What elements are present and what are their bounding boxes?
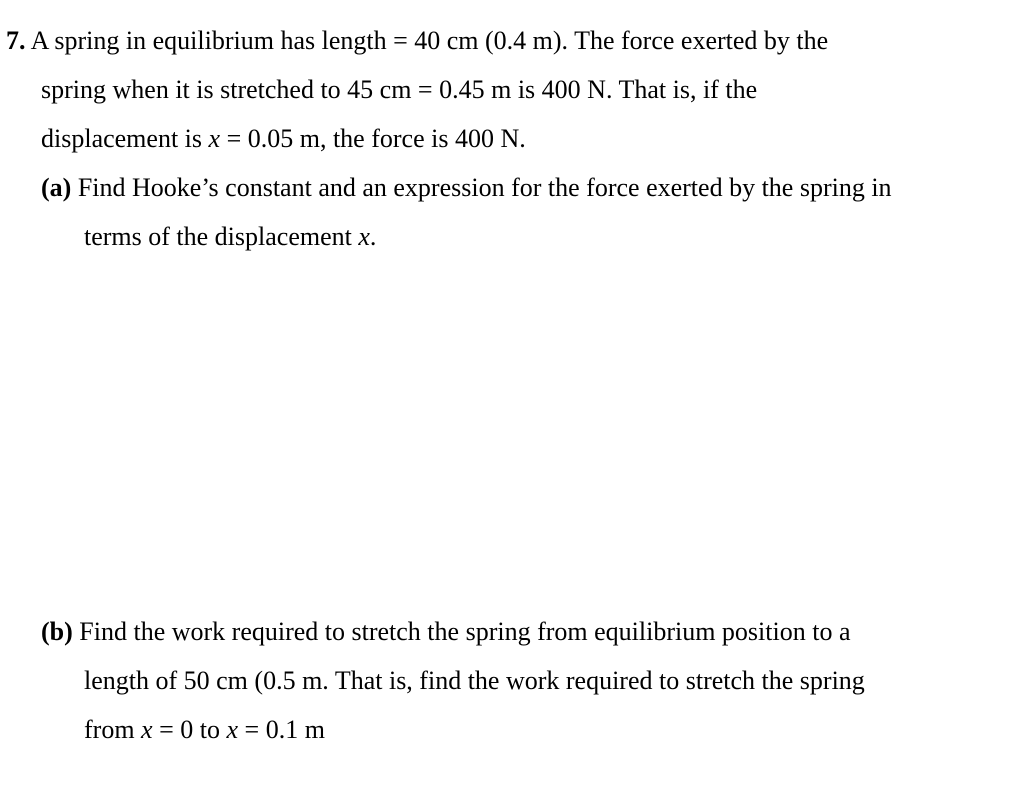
part-a-text-2a: terms of the displacement	[84, 222, 359, 251]
part-b-label: (b)	[41, 617, 73, 646]
part-b-text-3b: = 0 to	[152, 715, 227, 744]
part-a-text-1: Find Hooke’s constant and an expression for the force exerted by the spring in	[71, 173, 892, 202]
variable-x: x	[208, 124, 221, 153]
problem-text-3a: displacement is	[41, 124, 209, 153]
problem-line-2	[41, 75, 757, 105]
part-b-line-3	[84, 715, 325, 745]
problem-text-3b: = 0.05 m, the force is 400 N.	[220, 124, 526, 153]
problem-text-2: spring when it is stretched to 45 cm = 0.45 m is 400 N. That is, if the	[41, 75, 758, 104]
part-a-line-1	[41, 173, 892, 203]
problem-line-3	[41, 124, 526, 154]
part-b-text-3a: from	[84, 715, 142, 744]
part-b-text-1: Find the work required to stretch the spring from equilibrium position to a	[72, 617, 851, 646]
problem-line-1	[6, 26, 828, 56]
answer-space-a	[41, 262, 981, 602]
variable-x: x	[358, 222, 370, 251]
part-b-text-2: length of 50 cm (0.5 m. That is, find the work required to stretch the spring	[84, 666, 865, 695]
variable-x: x	[226, 715, 239, 744]
problem-text-1: A spring in equilibrium has length = 40 cm (0.4 m). The force exerted by the	[25, 26, 829, 55]
part-b-text-3c: = 0.1 m	[238, 715, 325, 744]
part-a-text-2b: .	[369, 222, 377, 251]
problem-number: 7.	[6, 26, 26, 55]
part-a-line-2	[84, 222, 376, 252]
part-b-line-1	[41, 617, 850, 647]
part-b-line-2	[84, 666, 865, 696]
variable-x: x	[141, 715, 153, 744]
part-a-label: (a)	[41, 173, 72, 202]
